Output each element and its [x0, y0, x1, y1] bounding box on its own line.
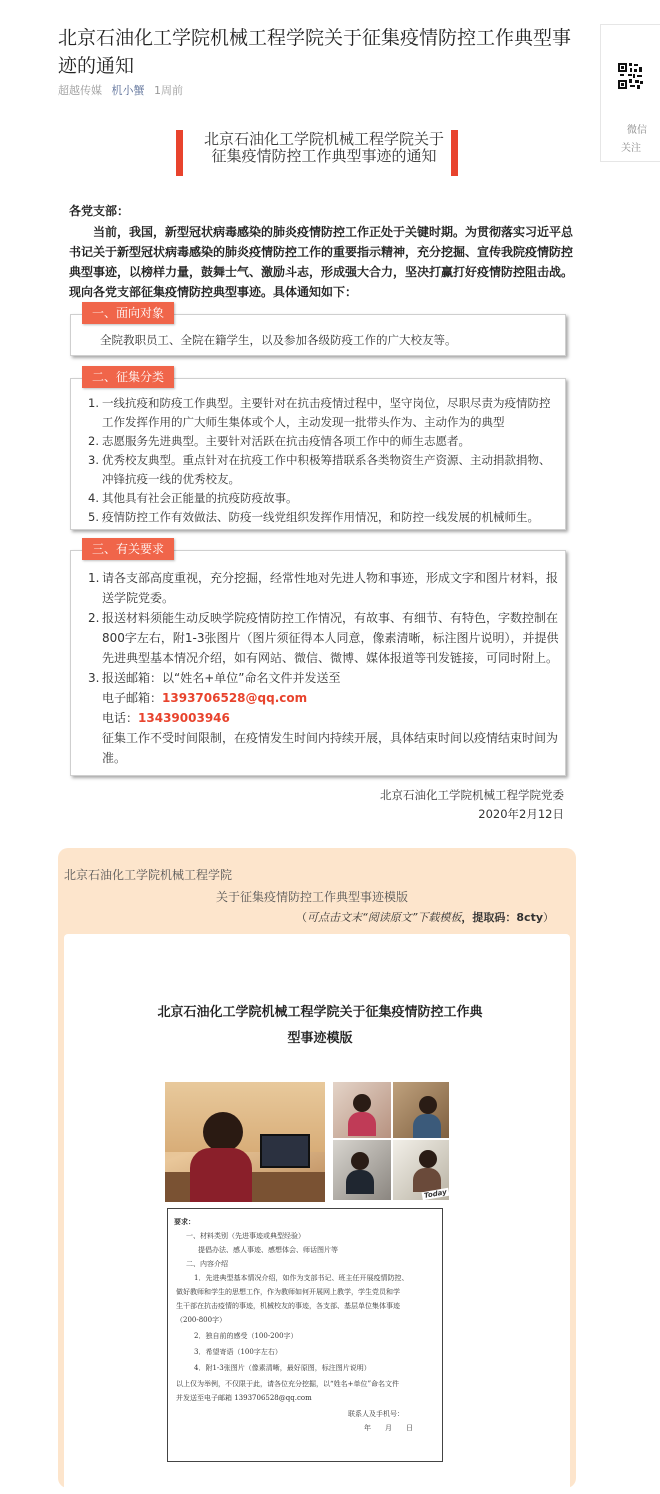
list-text: 报送材料须能生动反映学院疫情防控工作情况，有故事、有细节、有特色，字数控制在800字左右，附1-3张图片（图片须征得本人同意，像素清晰，标注图片说明），并提供先进典型基本情况介绍，如有网站、微信、微博、媒体报道等刊发链接，可同时附上。	[102, 611, 559, 665]
qr-code-icon	[618, 43, 644, 107]
list-item	[88, 668, 560, 688]
doc-title-line-1: 北京石油化工学院机械工程学院关于征集疫情防控工作典	[157, 1005, 483, 1020]
article-author[interactable]: 机小蟹	[111, 84, 145, 97]
list-number: 2.	[88, 434, 99, 448]
list-number: 2.	[88, 611, 100, 625]
req-line: 提倡办法、感人事迹、感想体会、师话图片等	[198, 1246, 338, 1254]
phone-link[interactable]: 13439003946	[138, 711, 230, 725]
banner-title	[193, 131, 455, 165]
email-link[interactable]: 1393706528@qq.com	[162, 691, 308, 705]
signature-date: 2020年2月12日	[478, 807, 564, 821]
section-3-tag: 三、有关要求	[82, 538, 174, 560]
article-meta	[58, 82, 183, 98]
section-3-list	[88, 568, 560, 768]
list-number: 1.	[88, 571, 100, 585]
list-number: 3.	[88, 671, 100, 685]
template-hint	[296, 909, 554, 925]
section-1-text: 全院教职员工、全院在籍学生，以及参加各级防疫工作的广大校友等。	[100, 333, 457, 347]
list-item	[88, 489, 560, 508]
req-line: 要求：	[174, 1217, 195, 1226]
list-number: 4.	[88, 491, 99, 505]
section-1-tag: 一、面向对象	[82, 302, 174, 324]
hint-download[interactable]: 可点击文末“阅读原文”下载模板	[307, 911, 462, 924]
signature-org: 北京石油化工学院机械工程学院党委	[380, 788, 564, 802]
req-line: 并发送至电子邮箱 1393706528@qq.com	[176, 1394, 312, 1402]
list-item	[88, 568, 560, 608]
contact-phone	[88, 708, 560, 728]
req-line: 2．独自前的感受（100-200字）	[194, 1332, 298, 1340]
req-line: 二、内容介绍	[186, 1260, 228, 1268]
article-source[interactable]: 超越传媒	[58, 84, 102, 97]
template-title: 关于征集疫情防控工作典型事迹模版	[216, 890, 409, 904]
list-text: 报送邮箱：以“姓名+单位”命名文件并发送至	[102, 671, 341, 685]
notice-intro: 当前，我国，新型冠状病毒感染的肺炎疫情防控工作正处于关键时期。为贯彻落实习近平总书记关于新型冠状病毒感染的肺炎疫情防控工作的重要指示精神，充分挖掘、宣传我院疫情防控典型事迹，以榜样力量，鼓舞士气、激励斗志，形成强大合力，坚决打赢打好疫情防控阻击战。现向各党支部征集疫情防控典型事迹。具体通知如下：	[69, 225, 574, 299]
student-photo-1	[333, 1082, 391, 1138]
req-line: 一、材料类别（先进事迹或典型经验）	[186, 1232, 305, 1240]
req-line: 生干部在抗击疫情的事迹，机械校友的事迹，各支部、基层单位集体事迹	[176, 1302, 400, 1310]
req-line: 3．希望寄语（100字左右）	[194, 1348, 282, 1356]
list-text: 疫情防控工作有效做法、防疫一线党组织发挥作用情况，和防控一线发展的机械师生。	[102, 510, 539, 524]
list-number: 3.	[88, 453, 99, 467]
list-text: 优秀校友典型。重点针对在抗疫工作中积极筹措联系各类物资生产资源、主动捐款捐物、冲锋抗疫一线的优秀校友。	[102, 453, 551, 486]
list-item	[88, 451, 560, 489]
student-photo-3	[333, 1140, 391, 1200]
list-text: 其他具有社会正能量的抗疫防疫故事。	[102, 491, 298, 505]
template-org: 北京石油化工学院机械工程学院	[64, 868, 233, 882]
req-line: 以上仅为举例，不仅限于此，请各位充分挖掘，以“姓名+单位”命名文件	[176, 1380, 400, 1388]
requirements-scan	[167, 1208, 443, 1462]
qr-panel[interactable]	[600, 24, 660, 162]
list-number: 1.	[88, 396, 99, 410]
list-item	[88, 432, 560, 451]
contact-email	[88, 688, 560, 708]
hint-code: ，提取码：8cty	[461, 911, 544, 924]
today-stamp: Today	[423, 1188, 448, 1200]
list-number: 5.	[88, 510, 99, 524]
req-line: （200-800字）	[176, 1316, 227, 1324]
req-line: 联系人及手机号：	[348, 1410, 404, 1418]
teacher-photo	[165, 1082, 325, 1202]
req-line: 做好教师和学生的思想工作，作为教师如何开展网上教学，学生党员和学	[176, 1288, 400, 1296]
req-line: 1．先进典型基本情况介绍，如作为支部书记、班主任开展疫情防控、	[194, 1274, 409, 1282]
list-item	[88, 608, 560, 668]
banner-line-2: 征集疫情防控工作典型事迹的通知	[211, 147, 437, 165]
hint-close: ）	[543, 911, 555, 924]
qr-caption-1: 微信	[627, 125, 647, 136]
phone-label: 电话：	[102, 711, 139, 725]
student-photo-2	[393, 1082, 449, 1138]
req-line: 4．附1-3张图片（像素清晰，最好原图，标注图片说明）	[194, 1364, 371, 1372]
banner-line-1: 北京石油化工学院机械工程学院关于	[203, 130, 444, 148]
hint-open: （	[296, 911, 307, 924]
notice-banner	[176, 130, 458, 176]
article-title: 北京石油化工学院机械工程学院关于征集疫情防控工作典型事迹的通知	[58, 27, 572, 77]
list-item	[88, 508, 560, 527]
req-line: 年 月 日	[364, 1424, 413, 1432]
article-time: 1周前	[154, 84, 183, 97]
list-text: 一线抗疫和防疫工作典型。主要针对在抗击疫情过程中，坚守岗位，尽职尽责为疫情防控工作发挥作用的广大师生集体或个人，主动发现一批带头作为、主动作为的典型	[102, 396, 551, 429]
email-label: 电子邮箱：	[102, 691, 163, 705]
notice-greeting: 各党支部：	[69, 204, 130, 218]
section-2-tag: 二、征集分类	[82, 366, 174, 388]
qr-caption-2: 关注	[621, 143, 641, 154]
doc-title-line-2: 型事迹模版	[287, 1031, 353, 1046]
section-2-list	[88, 394, 560, 527]
list-item	[88, 394, 560, 432]
notice-note: 征集工作不受时间限制，在疫情发生时间内持续开展，具体结束时间以疫情结束时间为准。	[102, 731, 559, 765]
list-text: 请各支部高度重视，充分挖掘，经常性地对先进人物和事迹，形成文字和图片材料，报送学院党委。	[102, 571, 559, 605]
list-text: 志愿服务先进典型。主要针对活跃在抗击疫情各项工作中的师生志愿者。	[102, 434, 470, 448]
